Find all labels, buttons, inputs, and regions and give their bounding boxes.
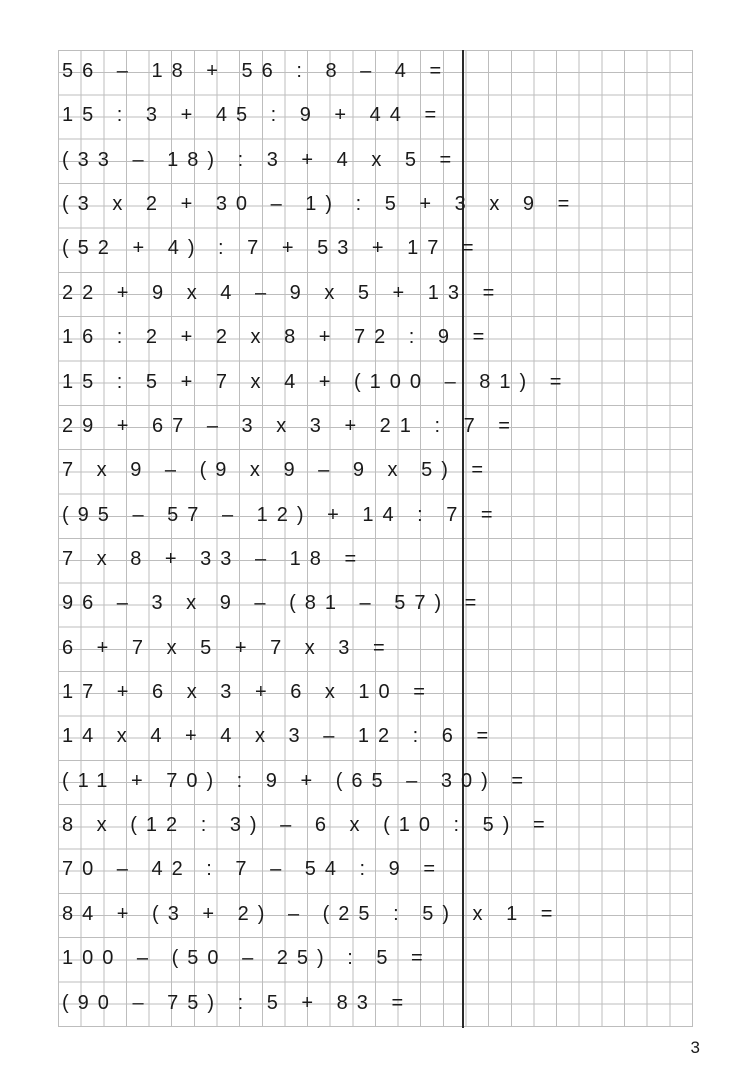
exercise-2: 15 : 3 + 45 : 9 + 44 = (62, 104, 446, 127)
exercise-19: 70 – 42 : 7 – 54 : 9 = (62, 858, 445, 881)
exercise-1: 56 – 18 + 56 : 8 – 4 = (62, 60, 451, 82)
exercise-16: 14 x 4 + 4 x 3 – 12 : 6 = (62, 725, 498, 748)
exercise-20: 84 + (3 + 2) – (25 : 5) x 1 = (62, 902, 562, 925)
exercise-22: (90 – 75) : 5 + 83 = (62, 991, 413, 1014)
exercise-14: 6 + 7 x 5 + 7 x 3 = (62, 636, 394, 659)
exercise-15: 17 + 6 x 3 + 6 x 10 = (62, 681, 434, 704)
page-number: 3 (690, 1038, 700, 1057)
exercise-10: 7 x 9 – (9 x 9 – 9 x 5) = (62, 459, 493, 482)
exercise-8: 15 : 5 + 7 x 4 + (100 – 81) = (62, 370, 571, 393)
exercise-17: (11 + 70) : 9 + (65 – 30) = (62, 769, 532, 792)
exercise-13: 96 – 3 x 9 – (81 – 57) = (62, 592, 486, 615)
exercise-9: 29 + 67 – 3 x 3 + 21 : 7 = (62, 414, 519, 437)
exercise-3: (33 – 18) : 3 + 4 x 5 = (62, 148, 461, 171)
exercise-6: 22 + 9 x 4 – 9 x 5 + 13 = (62, 281, 504, 304)
exercise-11: (95 – 57 – 12) + 14 : 7 = (62, 503, 502, 526)
exercise-7: 16 : 2 + 2 x 8 + 72 : 9 = (62, 326, 494, 349)
exercise-12: 7 x 8 + 33 – 18 = (62, 547, 366, 570)
exercise-5: (52 + 4) : 7 + 53 + 17 = (62, 237, 483, 260)
exercise-21: 100 – (50 – 25) : 5 = (62, 947, 432, 970)
exercise-4: (3 x 2 + 30 – 1) : 5 + 3 x 9 = (62, 193, 579, 216)
exercise-18: 8 x (12 : 3) – 6 x (10 : 5) = (62, 814, 554, 837)
